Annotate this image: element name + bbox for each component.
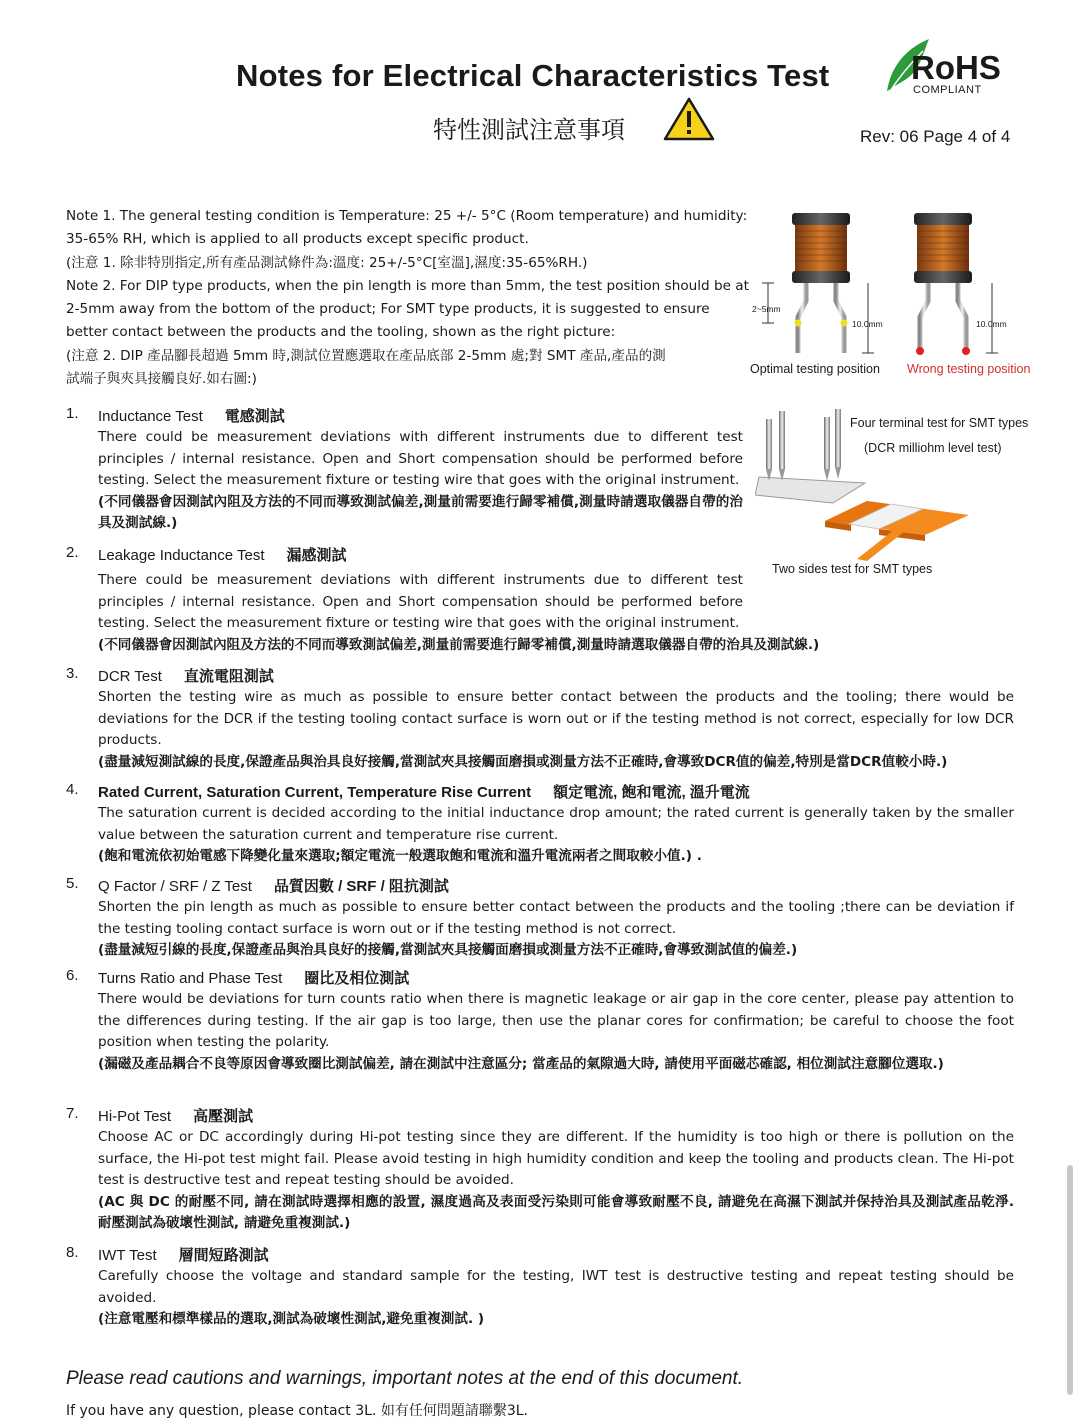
section-title-cn: 電感測試 bbox=[224, 408, 285, 425]
section-title: Hi-Pot Test bbox=[98, 1108, 172, 1125]
section-number: 6. bbox=[66, 967, 79, 984]
rohs-logo bbox=[883, 37, 1023, 97]
section-body-en: The saturation current is decided according to the initial inductance drop amount; the rated current is generally taken by the smaller value between the saturation current and temperature rise current. bbox=[98, 805, 1014, 843]
warning-icon bbox=[663, 96, 715, 142]
section-title-cn: 品質因數 / SRF / 阻抗測試 bbox=[273, 878, 449, 895]
general-notes bbox=[66, 205, 749, 391]
section-title: Leakage Inductance Test bbox=[98, 547, 265, 564]
section-dcr-test bbox=[66, 665, 1014, 773]
section-title-cn: 圈比及相位測試 bbox=[304, 970, 410, 987]
section-title: Q Factor / SRF / Z Test bbox=[98, 878, 252, 895]
section-number: 5. bbox=[66, 875, 79, 892]
section-title: Inductance Test bbox=[98, 408, 203, 425]
dim-10mm-label: 10.0mm bbox=[976, 319, 1007, 329]
dip-testing-position-figure bbox=[740, 205, 1050, 355]
note-line: Note 1. The general testing condition is Temperature: 25 +/- 5°C (Room temperature) and humidity: bbox=[66, 208, 748, 224]
section-body-en: There could be measurement deviations with different instruments due to different test principles / internal resistance. Open and Short compensation should be performed before testing. Select the measurement fixture or testing wire that goes with the original instrument. bbox=[98, 429, 743, 489]
dim-2-5mm-label: 2~5mm bbox=[752, 304, 781, 314]
section-leakage-inductance-test bbox=[66, 544, 1014, 656]
section-title-cn: 層間短路測試 bbox=[178, 1247, 269, 1264]
section-body-en: Choose AC or DC accordingly during Hi-pot testing since they are different. If the humidity is too high or there is pollution on the surface, the Hi-pot test might fail. Please avoid testing in high humidity condition and keep the tooling and products clean. The Hi-pot test is destructive test and repeat testing should be avoided. bbox=[98, 1129, 1014, 1189]
section-body-cn: (飽和電流依初始電感下降變化量來選取;額定電流一般選取飽和電流和溫升電流兩者之間取較小值.) . bbox=[98, 848, 702, 865]
note-line: (注意 2. DIP 產品腳長超過 5mm 時,測試位置應選取在產品底部 2-5mm 處;對 SMT 產品,產品的測 bbox=[66, 347, 666, 364]
section-title-cn: 額定電流, 飽和電流, 溫升電流 bbox=[553, 784, 750, 801]
section-q-factor-test bbox=[66, 875, 1014, 962]
test-point-optimal bbox=[841, 320, 848, 327]
note-line: 試端子與夾具接觸良好.如右圖:) bbox=[66, 371, 257, 388]
dcr-milliohm-caption: (DCR milliohm level test) bbox=[864, 441, 1002, 455]
section-body-cn: (注意電壓和標準樣品的選取,測試為破壞性測試,避免重複測試. ) bbox=[98, 1311, 485, 1328]
note-line: Note 2. For DIP type products, when the pin length is more than 5mm, the test position should be at bbox=[66, 277, 749, 294]
section-title: Turns Ratio and Phase Test bbox=[98, 970, 283, 987]
two-sides-caption: Two sides test for SMT types bbox=[772, 562, 933, 576]
section-number: 4. bbox=[66, 781, 79, 798]
note-line: (注意 1. 除非特別指定,所有產品測試條件為:溫度: 25+/-5°C[室溫],濕度:35-65%RH.) bbox=[66, 254, 588, 271]
section-hi-pot-test bbox=[66, 1105, 1014, 1235]
section-turns-ratio-test bbox=[66, 967, 1014, 1075]
section-number: 7. bbox=[66, 1105, 79, 1122]
section-body-cn: (盡量減短引線的長度,保證產品與治具良好的接觸,當測試夾具接觸面磨損或測量方法不正確時,會導致測試值的偏差.) bbox=[98, 942, 798, 959]
note-line: better contact between the products and the tooling, shown as the right picture: bbox=[66, 324, 616, 341]
section-body-cn: (漏磁及產品耦合不良等原因會導致圈比測試偏差, 請在測試中注意區分; 當產品的氣隙過大時, 請使用平面磁芯確認, 相位測試注意腳位選取.) bbox=[98, 1055, 944, 1072]
dim-10mm-label: 10.0mm bbox=[852, 319, 883, 329]
page-title: Notes for Electrical Characteristics Test bbox=[236, 58, 830, 93]
section-number: 8. bbox=[66, 1244, 79, 1261]
section-title-cn: 漏感測試 bbox=[286, 547, 347, 564]
section-title: Rated Current, Saturation Current, Temperature Rise Current bbox=[98, 784, 532, 801]
section-rated-current bbox=[66, 781, 1014, 868]
section-number: 2. bbox=[66, 544, 79, 561]
section-iwt-test bbox=[66, 1244, 1014, 1331]
test-point-wrong bbox=[962, 347, 970, 355]
section-body-cn: (不同儀器會因測試內阻及方法的不同而導致測試偏差,測量前需要進行歸零補償,測量時請選取儀器自帶的治具及測試線.) bbox=[98, 636, 820, 653]
test-point-optimal bbox=[795, 320, 802, 327]
scrollbar-thumb[interactable] bbox=[1067, 1165, 1073, 1395]
section-body-cn: (盡量減短測試線的長度,保證產品與治具良好接觸,當測試夾具接觸面磨損或測量方法不正確時,會導致DCR值的偏差,特別是當DCR值較小時.) bbox=[98, 753, 948, 770]
section-inductance-test bbox=[66, 405, 1014, 535]
footer-contact: If you have any question, please contact 3L. 如有任何問題請聯繫3L. bbox=[66, 1403, 528, 1419]
section-body-cn: (AC 與 DC 的耐壓不同, 請在測試時選擇相應的設置, 濕度過高及表面受污染則可能會導致耐壓不良, 請避免在高濕下測試并保持治具及測試產品乾淨. 耐壓測試為破壞性測試, 請避免重複測試.) bbox=[98, 1193, 1014, 1232]
section-body-en: There would be deviations for turn counts ratio when there is magnetic leakage or air gap in the core center, please pay attention to the differences during testing. If the air gap is too large, then use the planar cores for confirmation; be careful to choose the foot position when testing the polarity. bbox=[98, 991, 1014, 1051]
inductor-wrong bbox=[914, 213, 1007, 355]
section-title-cn: 直流電阻測試 bbox=[183, 668, 274, 685]
section-body-en: Shorten the pin length as much as possible to ensure better contact between the products and the tooling ;there can be deviation if the testing tooling contact surface is worn out or if the testing method is not correct. bbox=[98, 899, 1014, 937]
four-terminal-caption: Four terminal test for SMT types bbox=[850, 416, 1029, 430]
section-title-cn: 高壓測試 bbox=[193, 1108, 254, 1125]
test-point-wrong bbox=[916, 347, 924, 355]
section-number: 1. bbox=[66, 405, 79, 422]
note-line: 35-65% RH, which is applied to all products except specific product. bbox=[66, 231, 529, 248]
section-title: IWT Test bbox=[98, 1247, 157, 1264]
section-title: DCR Test bbox=[98, 668, 162, 685]
section-body-en: There could be measurement deviations with different instruments due to different test principles / internal resistance. Open and Short compensation should be performed before testing. Select the measurement fixture or testing wire that goes with the original instrument. bbox=[98, 572, 743, 632]
section-body-en: Carefully choose the voltage and standard sample for the testing, IWT test is destructive testing and repeat testing should be avoided. bbox=[98, 1268, 1014, 1306]
rohs-text: RoHS bbox=[911, 49, 1001, 86]
section-body-en: Shorten the testing wire as much as possible to ensure better contact between the products and the tooling; there would be deviations for the DCR if the testing tooling contact surface is worn out or if the testing method is not correct, especially for low DCR products. bbox=[98, 689, 1014, 749]
section-body-cn: (不同儀器會因測試內阻及方法的不同而導致測試偏差,測量前需要進行歸零補償,測量時請選取儀器自帶的治具及測試線.) bbox=[98, 493, 743, 532]
inductor-optimal bbox=[752, 213, 883, 353]
optimal-testing-caption: Optimal testing position bbox=[750, 362, 880, 376]
rohs-compliant-text: COMPLIANT bbox=[913, 84, 982, 96]
footer-cautions-note: Please read cautions and warnings, important notes at the end of this document. bbox=[66, 1368, 744, 1389]
note-line: 2-5mm away from the bottom of the product; For SMT type products, it is suggested to ensure bbox=[66, 301, 710, 318]
section-number: 3. bbox=[66, 665, 79, 682]
revision-page: Rev: 06 Page 4 of 4 bbox=[860, 127, 1011, 146]
wrong-testing-caption: Wrong testing position bbox=[907, 362, 1031, 376]
page-subtitle-cn: 特性測試注意事項 bbox=[433, 116, 625, 144]
